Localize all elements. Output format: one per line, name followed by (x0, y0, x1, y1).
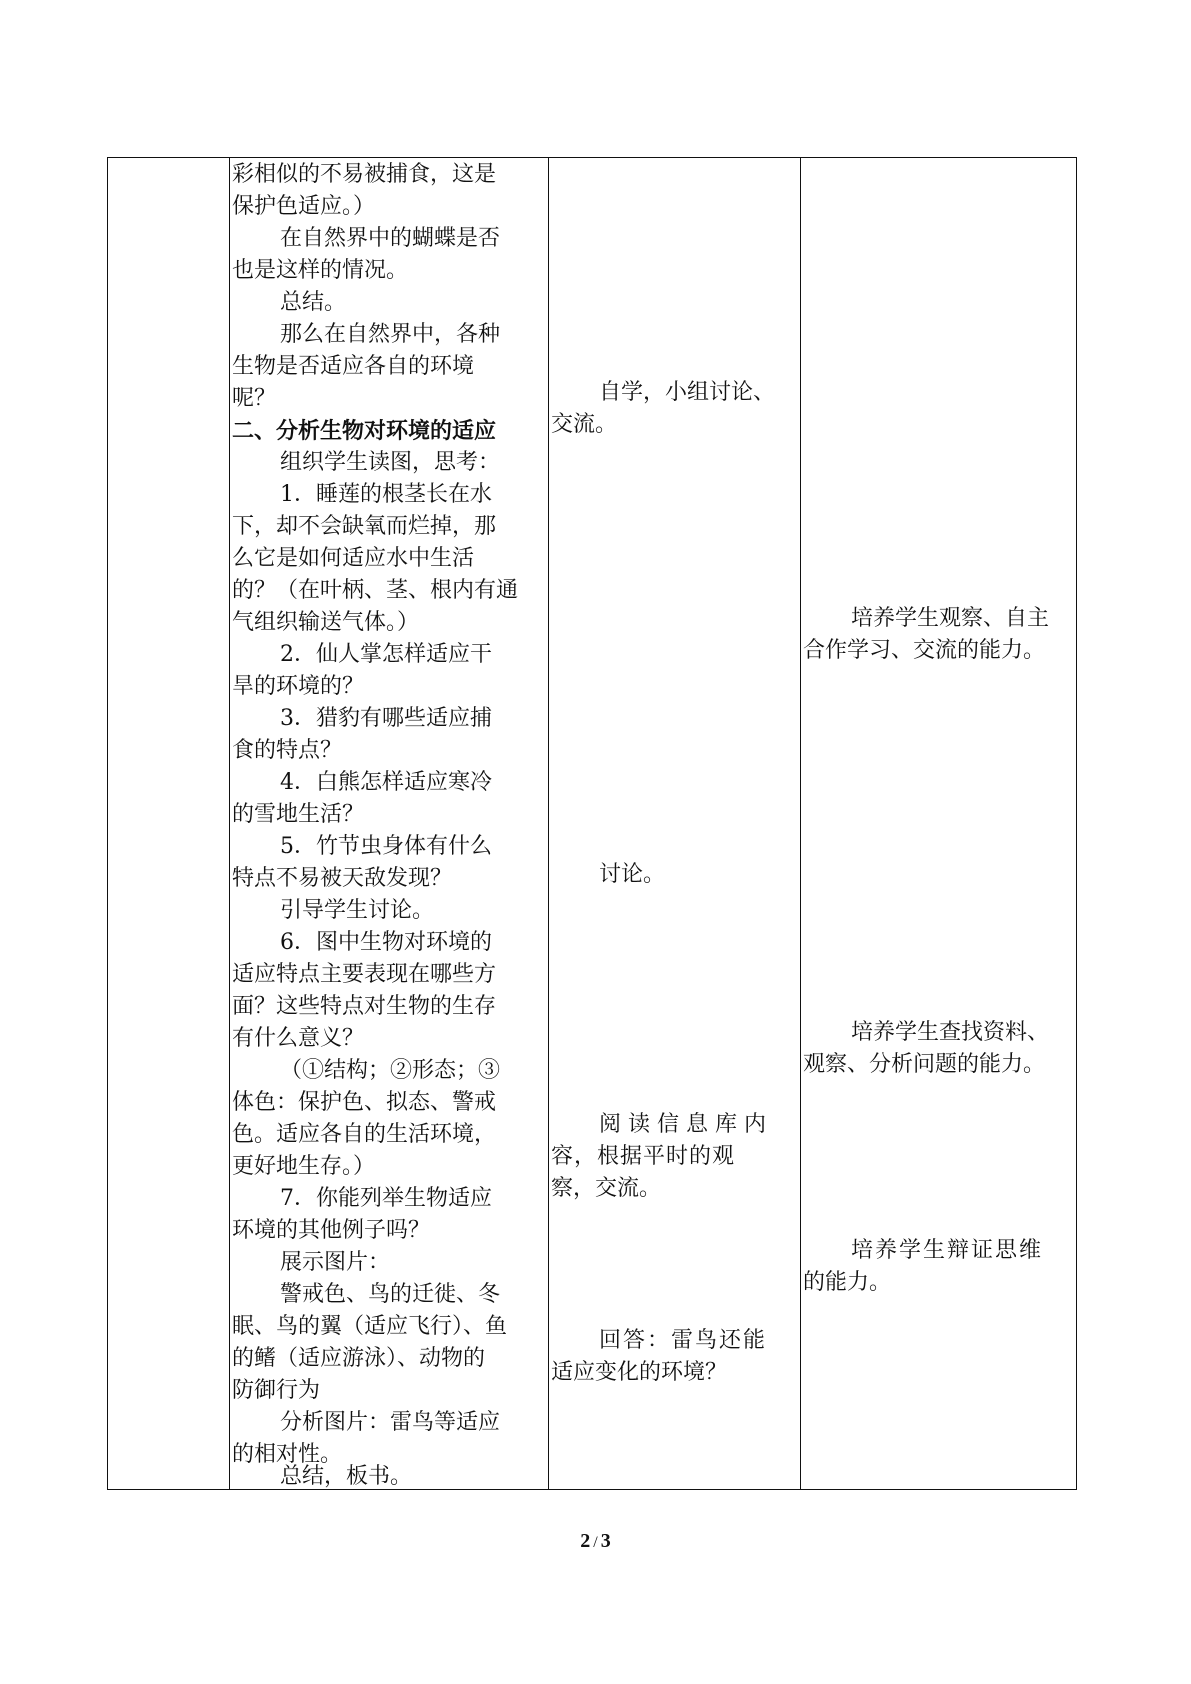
teacher-activity-column (232, 158, 546, 1489)
text-line: 警戒色、鸟的迁徙、冬 (280, 1282, 501, 1307)
text-line: 2．仙人掌怎样适应干 (280, 642, 492, 667)
text-line: 1．睡莲的根茎长在水 (280, 482, 492, 507)
page-number (0, 1530, 1191, 1553)
text-line: （①结构；②形态；③ (280, 1058, 501, 1083)
text-line: 总结。 (280, 290, 347, 315)
student-activity-column (551, 158, 798, 1489)
text-line: 组织学生读图，思考： (280, 450, 501, 475)
text-line: 交流。 (551, 412, 618, 437)
page-current: 2 (580, 1530, 591, 1552)
text-line: 3．猎豹有哪些适应捕 (280, 706, 492, 731)
text-line: 面？这些特点对生物的生存 (232, 994, 497, 1019)
design-intent-column (803, 158, 1075, 1489)
text-line: 展示图片： (280, 1250, 391, 1275)
text-line: 也是这样的情况。 (232, 258, 409, 283)
column-divider (800, 158, 801, 1489)
text-line: 察，交流。 (551, 1176, 662, 1201)
text-line: 的鳍（适应游泳）、动物的 (232, 1346, 486, 1371)
text-line: 的能力。 (803, 1270, 892, 1295)
text-line: 讨论。 (599, 862, 666, 887)
text-line: 适应变化的环境？ (551, 1360, 728, 1385)
text-line: 保护色适应。） (232, 194, 376, 219)
text-line: 体色：保护色、拟态、警戒 (232, 1090, 497, 1115)
text-line: 么它是如何适应水中生活 (232, 546, 475, 571)
lesson-table (107, 157, 1077, 1490)
text-line: 6．图中生物对环境的 (280, 930, 492, 955)
text-line: 培养学生辩证思维 (851, 1238, 1044, 1263)
text-line: 食的特点？ (232, 738, 343, 763)
text-line: 4．白熊怎样适应寒冷 (280, 770, 492, 795)
text-line: 生物是否适应各自的环境 (232, 354, 475, 379)
text-line: 更好地生存。） (232, 1154, 376, 1179)
text-line: 眠、鸟的翼（适应飞行）、鱼 (232, 1314, 508, 1339)
text-line: 气组织输送气体。） (232, 610, 420, 635)
text-line: 自学，小组讨论、 (599, 380, 776, 405)
text-line: 回答：雷鸟还能 (599, 1328, 768, 1353)
page-total: 3 (600, 1530, 611, 1552)
text-line: 培养学生查找资料、 (851, 1020, 1050, 1045)
text-line: 5．竹节虫身体有什么 (280, 834, 492, 859)
text-line: 阅读信息库内 (599, 1112, 774, 1137)
text-line: 的相对性。 (232, 1442, 343, 1467)
text-line: 特点不易被天敌发现？ (232, 866, 453, 891)
text-line: 呢？ (232, 386, 277, 411)
text-line: 彩相似的不易被捕食，这是 (232, 162, 497, 187)
section-heading: 二、分析生物对环境的适应 (232, 418, 497, 444)
column-divider (548, 158, 549, 1489)
text-line: 的雪地生活？ (232, 802, 365, 827)
text-line: 环境的其他例子吗？ (232, 1218, 431, 1243)
text-line: 总结，板书。 (280, 1464, 413, 1489)
text-line: 色。适应各自的生活环境， (232, 1122, 497, 1147)
column-divider (229, 158, 230, 1489)
text-line: 旱的环境的？ (232, 674, 365, 699)
page-separator: / (593, 1534, 598, 1551)
text-line: 合作学习、交流的能力。 (803, 638, 1046, 663)
text-line: 防御行为 (232, 1378, 321, 1403)
text-line: 容，根据平时的观 (551, 1144, 736, 1169)
text-line: 观察、分析问题的能力。 (803, 1052, 1046, 1077)
text-line: 那么在自然界中，各种 (280, 322, 501, 347)
text-line: 适应特点主要表现在哪些方 (232, 962, 497, 987)
empty-column (108, 158, 229, 1489)
text-line: 分析图片：雷鸟等适应 (280, 1410, 501, 1435)
text-line: 有什么意义？ (232, 1026, 365, 1051)
text-line: 在自然界中的蝴蝶是否 (280, 226, 501, 251)
text-line: 培养学生观察、自主 (851, 606, 1050, 631)
text-line: 引导学生讨论。 (280, 898, 435, 923)
text-line: 下，却不会缺氧而烂掉，那 (232, 514, 497, 539)
text-line: 7．你能列举生物适应 (280, 1186, 492, 1211)
text-line: 的？（在叶柄、茎、根内有通 (232, 578, 519, 603)
